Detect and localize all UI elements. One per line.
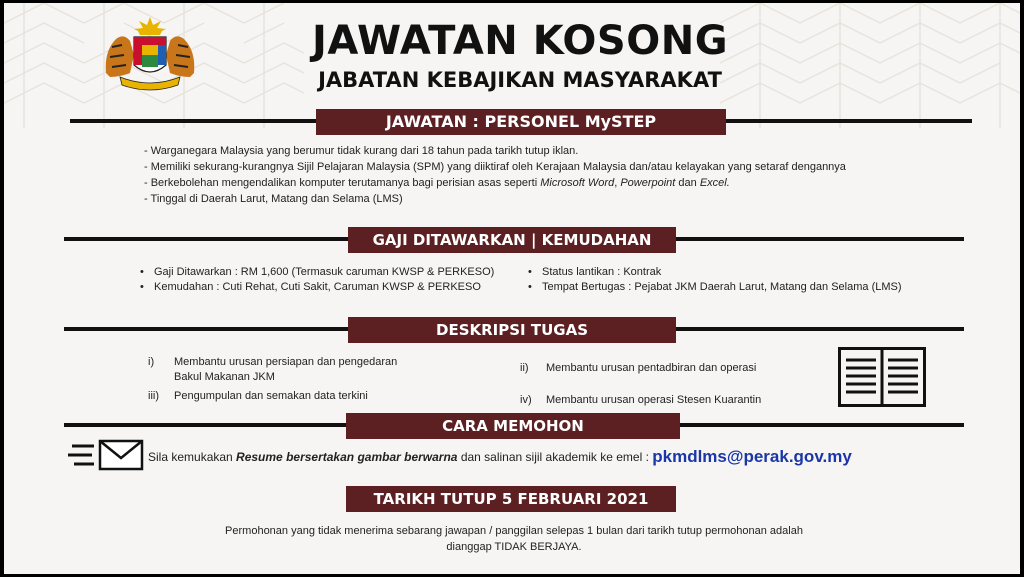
malaysia-coat-of-arms-emblem [100,15,200,95]
software-word: Microsoft Word [540,177,615,189]
task-item-1 [148,355,478,387]
task-text [174,355,397,385]
separator: , [614,177,621,189]
task-text-line: Membantu urusan persiapan dan pengedaran [174,356,398,368]
open-book-icon [838,347,926,407]
requirement-item: - Tinggal di Daerah Larut, Matang dan Selama (LMS) [144,193,403,205]
closing-date-banner: TARIKH TUTUP 5 FEBRUARI 2021 [346,486,676,512]
email-address-link[interactable]: pkmdlms@perak.gov.my [652,447,852,466]
task-number: iii) [148,390,159,402]
task-text-line: Bakul Makanan JKM [174,371,275,383]
employment-status-item: • Status lantikan : Kontrak [528,265,902,280]
separator: dan [675,177,700,189]
requirement-item [144,175,846,191]
task-text: Pengumpulan dan semakan data terkini [174,390,368,402]
work-location-item: • Tempat Bertugas : Pejabat JKM Daerah Larut, Matang dan Selama (LMS) [528,280,902,295]
requirements-list [144,143,846,207]
envelope-icon [68,438,144,472]
section-header-jawatan: JAWATAN : PERSONEL MySTEP [316,109,726,135]
instruction-text: Sila kemukakan [148,450,237,464]
software-powerpoint: Powerpoint [620,177,676,189]
section-header-gaji: GAJI DITAWARKAN | KEMUDAHAN [348,227,676,253]
requirement-item: - Warganegara Malaysia yang berumur tidak kurang dari 18 tahun pada tarikh tutup iklan. [144,145,579,157]
task-text: Membantu urusan pentadbiran dan operasi [546,362,757,374]
task-item-4 [520,393,820,409]
requirement-item: - Memiliki sekurang-kurangnya Sijil Pelajaran Malaysia (SPM) yang diiktiraf oleh Kerajaan Malaysia dan/atau kelayakan yang setaraf dengannya [144,161,846,173]
instruction-emphasis: Resume bersertakan gambar berwarna [236,450,458,464]
section-header-cara: CARA MEMOHON [346,413,680,439]
requirement-text: - Berkebolehan mengendalikan komputer terutamanya bagi perisian asas seperti [144,177,541,189]
note-line: dianggap TIDAK BERJAYA. [446,541,582,553]
section-header-deskripsi: DESKRIPSI TUGAS [348,317,676,343]
poster-title: JAWATAN KOSONG [311,18,729,64]
task-item-2 [520,361,820,377]
salary-item: • Gaji Ditawarkan : RM 1,600 (Termasuk caruman KWSP & PERKESO) [140,265,494,280]
task-text: Membantu urusan operasi Stesen Kuarantin [546,394,762,406]
salary-list-right [528,265,902,295]
task-item-3 [148,389,478,405]
task-number: i) [148,356,155,368]
job-poster [4,3,1020,574]
application-instruction [148,446,852,468]
disclaimer-note [154,523,874,555]
note-line: Permohonan yang tidak menerima sebarang jawapan / panggilan selepas 1 bulan dari tarikh tutup permohonan adalah [225,525,803,537]
salary-list-left [140,265,494,295]
decorative-pattern-right [720,3,1020,128]
department-name: JABATAN KEBAJIKAN MASYARAKAT [318,68,722,92]
instruction-text: dan salinan sijil akademik ke emel : [457,450,653,464]
facilities-item: • Kemudahan : Cuti Rehat, Cuti Sakit, Caruman KWSP & PERKESO [140,280,494,295]
software-excel: Excel. [699,177,730,189]
task-number: ii) [520,362,529,374]
task-number: iv) [520,394,532,406]
